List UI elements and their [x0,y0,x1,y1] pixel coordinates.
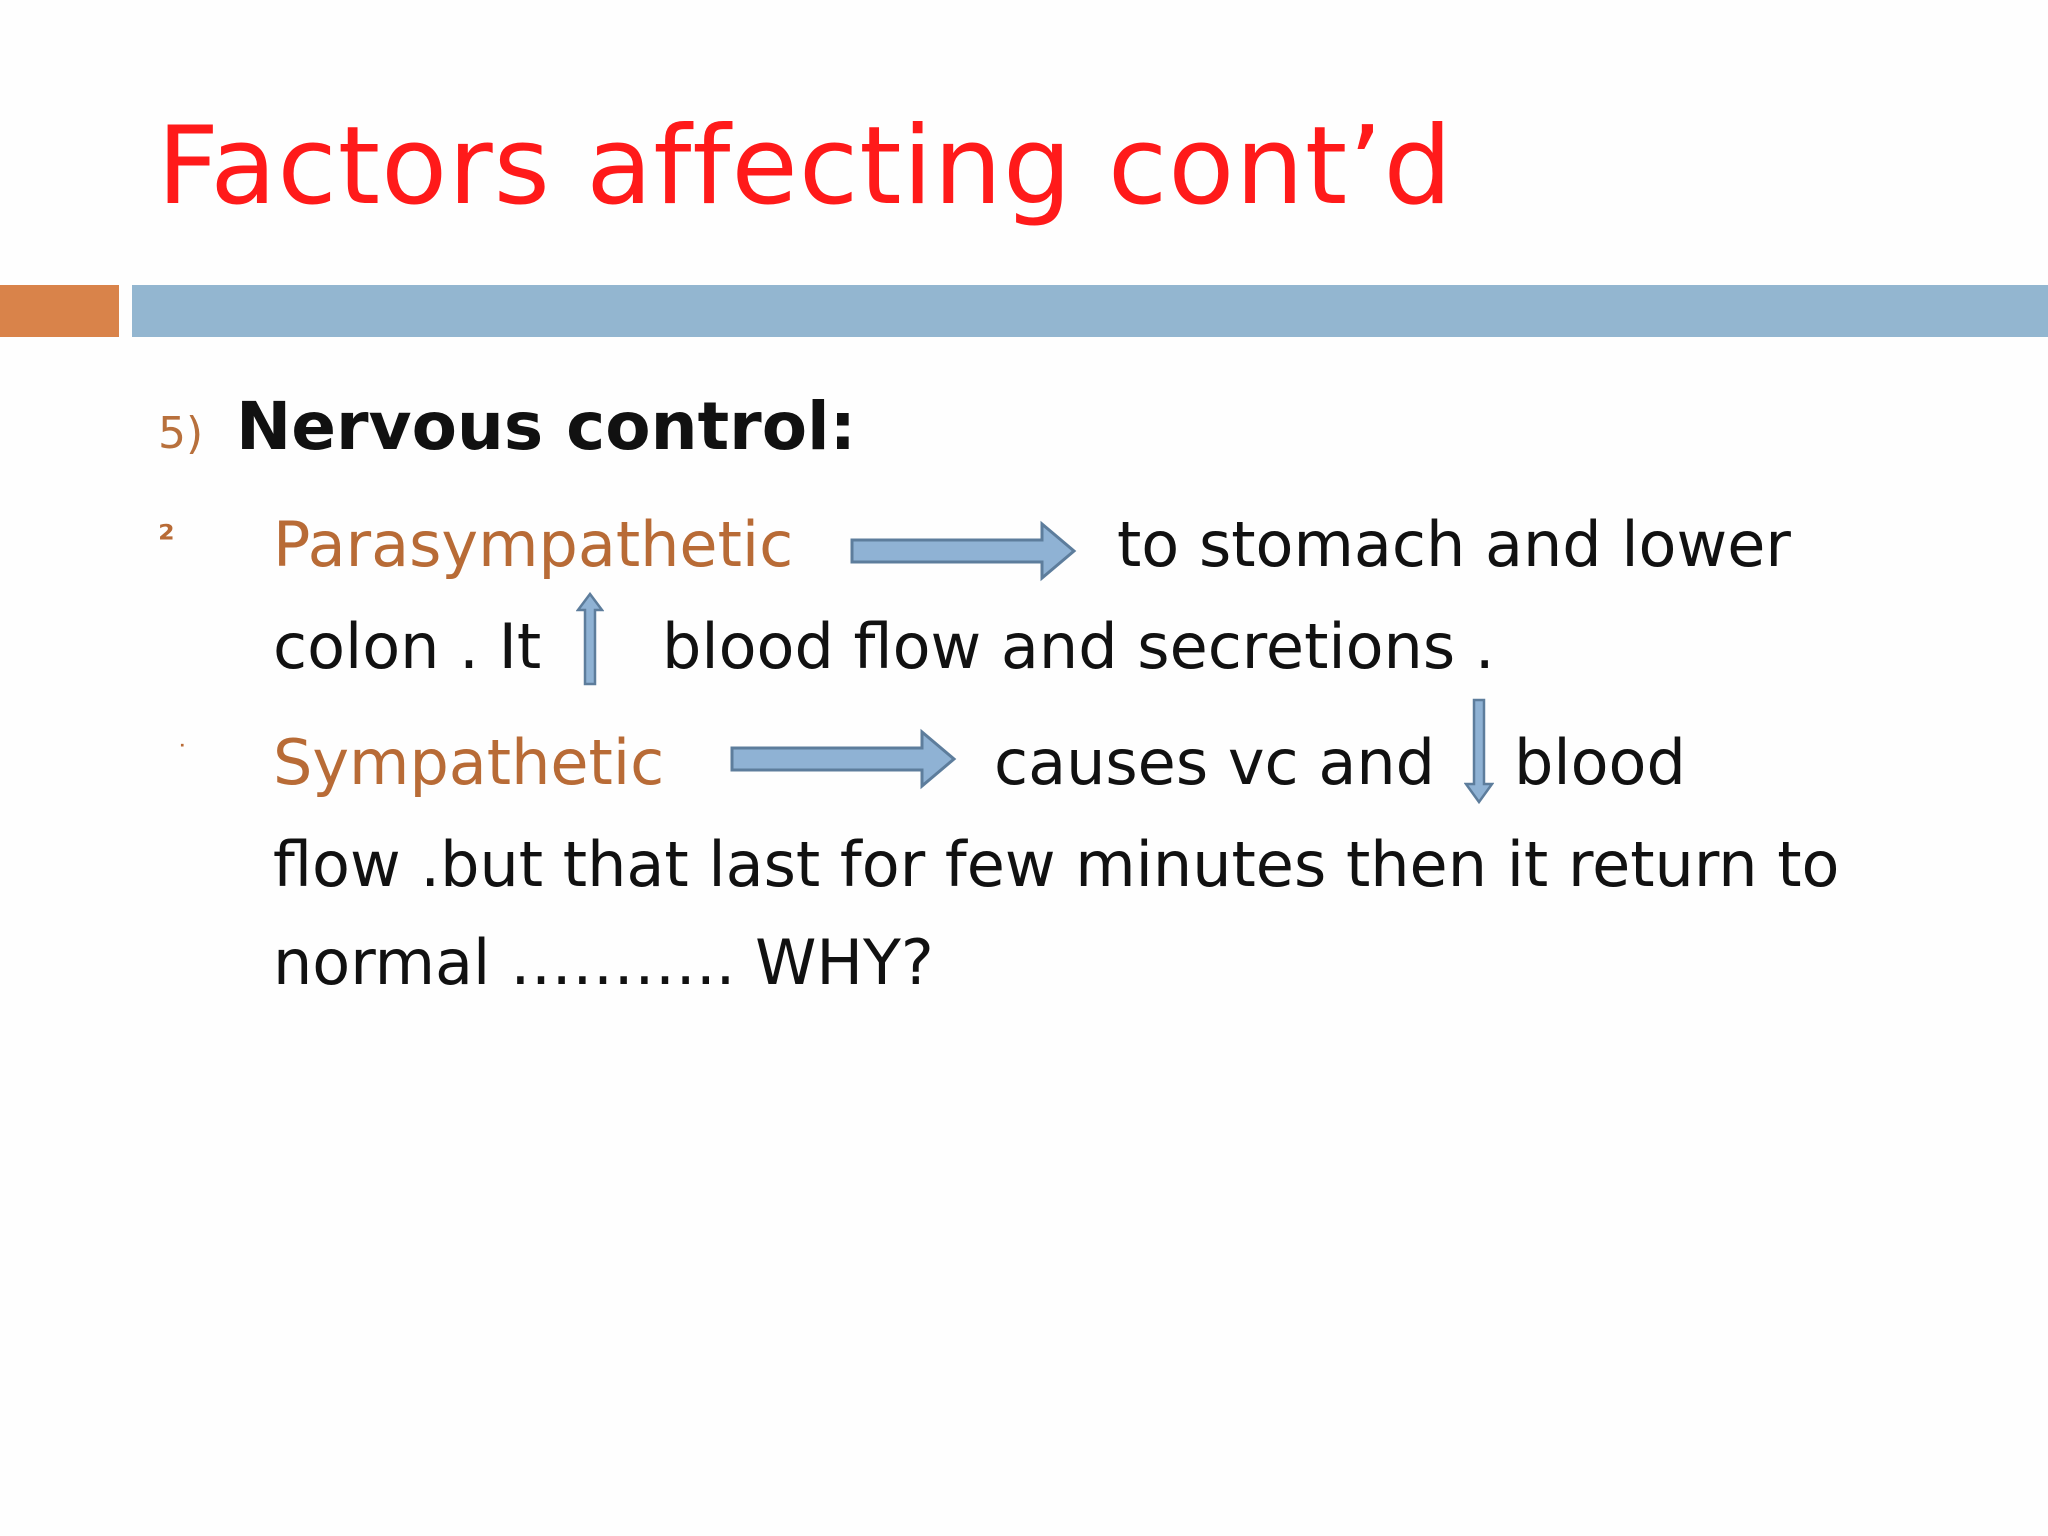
parasympathetic-line2-start: colon . It [273,610,542,683]
accent-bar-orange [0,285,119,337]
sympathetic-line3: normal ……….. WHY? [273,926,934,999]
up-arrow-icon [576,592,604,686]
sympathetic-term: Sympathetic [273,726,665,799]
parasympathetic-effect: to stomach and lower [1117,508,1791,581]
item-number: 5) [158,408,204,459]
sympathetic-effect: causes vc and [994,726,1435,799]
right-arrow-icon [850,520,1078,582]
sympathetic-line2: flow .but that last for few minutes then it return to [273,828,1840,901]
right-arrow-icon [730,728,958,790]
parasympathetic-term: Parasympathetic [273,508,794,581]
bullet-marker: ² [158,517,175,561]
section-heading: Nervous control: [236,388,857,465]
down-arrow-icon [1464,698,1494,804]
accent-bar-blue [132,285,2048,337]
sympathetic-effect-end: blood [1514,726,1686,799]
parasympathetic-line2-end: blood flow and secretions . [662,610,1495,683]
slide-title: Factors affecting cont’d [157,104,1454,229]
